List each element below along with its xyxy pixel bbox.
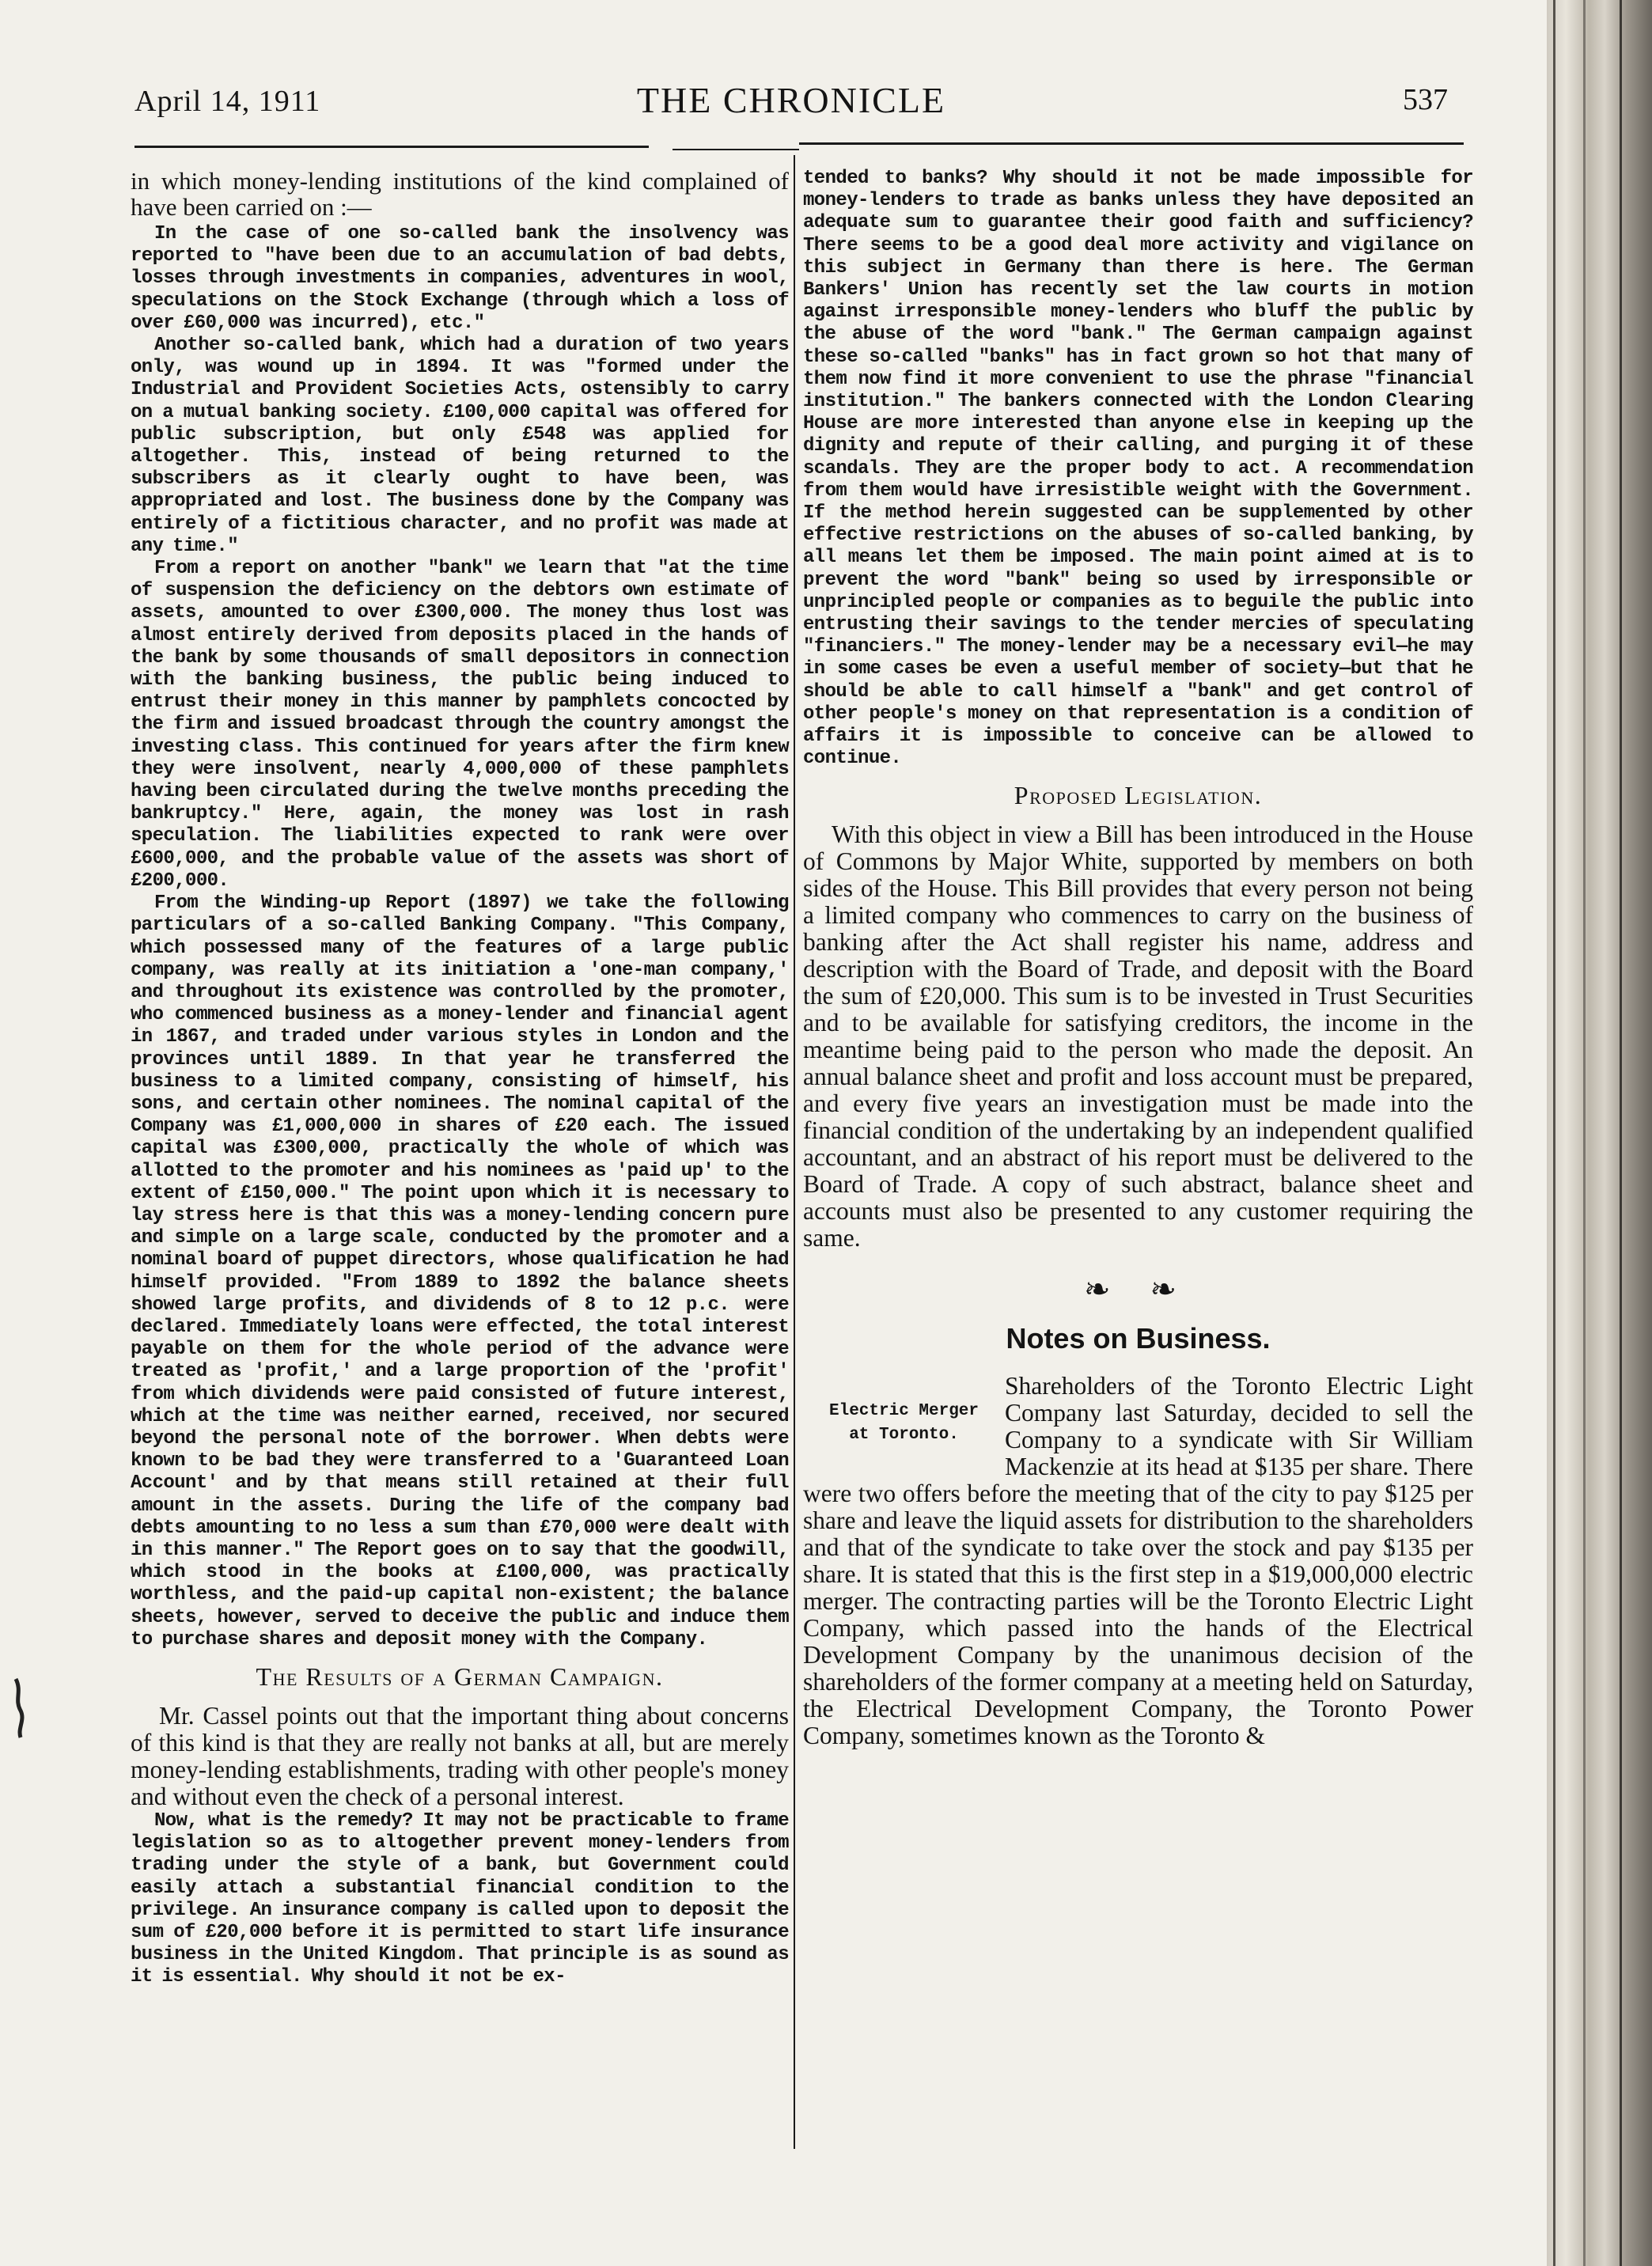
legislation-heading: Proposed Legislation. — [1014, 781, 1263, 810]
body-paragraph: From a report on another "bank" we learn that "at the time of suspension the deficiency on the debtors own estimate of assets, amounted to over £300,000. The money thus lost was almost entirely derived from deposits placed in the hands of the bank by some thousands of small depositors in connection with the banking business, the public being induced to entrust their money in this manner by pamphlets concocted by the firm and issued broadcast through the country amongst the investing class. This continued for years after the firm knew they were insolvent, nearly 4,000,000 of these pamphlets having been circulated during the twelve months preceding the bankruptcy." Here, again, the money was lost in rash speculation. The liabilities expected to rank were over £600,000, and the probable value of the assets was short of £200,000. — [131, 558, 789, 892]
continued-paragraph: tended to banks? Why should it not be made impossible for money-lenders to trade as banks unless they have deposited an adequate sum to guarantee their good faith and sufficiency? There seems to be a good deal more activity and vigilance on this subject in Germany than there is here. The German Bankers' Union has recently set the law courts in motion against irresponsible money-lenders who bluff the public by the abuse of the word "bank." The German campaign against these so-called "banks" has in fact grown so hot that many of them now find it more convenient to use the phrase "financial institution." The bankers connected with the London Clearing House are more interested than anyone else in keeping up the dignity and repute of their calling, and purging it of these scandals. They are the proper body to act. A recommendation from them would have irresistible weight with the Government. If the method herein suggested can be supplemented by other effective restrictions on the abuses of so-called banking, by all means let them be imposed. The main point aimed at is to prevent the word "bank" being so used by irresponsible or unprincipled people or companies as to beguile the public into entrusting their savings to the tender mercies of speculating "financiers." The money-lender may be a necessary evil—he may in some cases be even a useful member of society—but that he should be able to call himself a "bank" and get control of other people's money on that representation is a condition of affairs it is impossible to conceive can be allowed to continue. — [803, 168, 1473, 770]
intro-paragraph: in which money-lending institutions of the kind complained of have been carried on :— — [131, 167, 789, 221]
header-rule-under — [673, 149, 799, 150]
column-divider — [794, 155, 795, 2149]
section-ornament: ❧ ❧ — [1083, 1271, 1193, 1308]
page-header — [135, 79, 1448, 127]
header-rule-left — [135, 146, 649, 148]
body-paragraph: Now, what is the remedy? It may not be practicable to frame legislation so as to altogether prevent money-lenders from trading under the style of a bank, but Government could easily attach a substantial financial condition to the privilege. An insurance company is called upon to deposit the sum of £20,000 before it is permitted to start life insurance business in the United Kingdom. That principle is as sound as it is essential. Why should it not be ex- — [131, 1810, 789, 1988]
sidenote-label — [803, 1373, 1005, 1480]
body-paragraph: Another so-called bank, which had a duration of two years only, was wound up in 1894. It was "formed under the Industrial and Provident Societies Acts, ostensibly to carry on a mutual banking society. £100,000 capital was offered for public subscription, but only £548 was applied for altogether. This, instead of being returned to the subscribers as it clearly ought to have been, was appropriated and lost. The business done by the Company was entirely of a fictitious character, and no profit was made at any time." — [131, 335, 789, 557]
sidenote-line: at Toronto. — [849, 1426, 959, 1445]
notes-paragraph: Shareholders of the Toronto Electric Light Company last Saturday, decided to sell the Company to a syndicate with Sir William Mackenzie at its head at $135 per share. There were two offers before the meeting that of the city to pay $125 per share and leave the liquid assets for distribution to the shareholders and that of the syndicate to take over the stock and pay $135 per share. It is stated that this is the first step in a $19,000,000 electric merger. The contracting parties will be the Toronto Electric Light Company, which passed into the hands of the Electrical Development Company by the unanimous decision of the shareholders of the former company at a meeting held on Saturday, the Electrical Development Company, the Toronto Power Company, sometimes known as the Toronto & — [803, 1372, 1473, 1750]
body-paragraph: In the case of one so-called bank the insolvency was reported to "have been due to an accumulation of bad debts, losses through investments in companies, adventures in wool, speculations on the Stock Exchange (through which a loss of over £60,000 was incurred), etc." — [131, 223, 789, 334]
notes-item — [803, 1373, 1473, 1749]
section-lead-paragraph: Mr. Cassel points out that the important thing about concerns of this kind is that they are really not banks at all, but are merely money-lending establishments, trading with other people's money and without even the check of a personal interest. — [131, 1702, 789, 1810]
notes-heading: Notes on Business. — [1006, 1322, 1271, 1355]
publication-title: THE CHRONICLE — [636, 80, 946, 120]
edge-line — [1583, 0, 1586, 2266]
header-rule-right — [799, 142, 1464, 145]
body-paragraph: From the Winding-up Report (1897) we take the following particulars of a so-called Banking Company. "This Company, which possessed many of the features of a large public company, was really at its initiation a 'one-man company,' and throughout its existence was controlled by the promoter, who commenced business as a money-lender and financial agent in 1867, and traded under various styles in London and the provinces until 1889. In that year he transferred the business to a limited company, consisting of himself, his sons, and certain other nominees. The nominal capital of the Company was £1,000,000 in shares of £20 each. The issued capital was £300,000, practically the whole of which was allotted to the promoter and his nominees as 'paid up' to the extent of £150,000." The point upon which it is necessary to lay stress here is that this was a money-lending concern pure and simple on a large scale, conducted by the promoter and a nominal board of puppet directors, whose qualification he had himself provided. "From 1889 to 1892 the balance sheets showed large profits, and dividends of 8 to 12 p.c. were declared. Immediately loans were effected, the total interest payable on them for the whole period of the advance were treated as 'profit,' and a large proportion of the 'profit' from which dividends were paid consisted of future interest, which at the time was neither earned, received, nor secured beyond the personal note of the borrower. When debts were known to be bad they were transferred to a 'Guaranteed Loan Account' and by that means still retained at their full amount in the assets. During the life of the company bad debts amounting to no less a sum than £70,000 were dealt with in this manner." The Report goes on to say that the goodwill, which stood in the books at £100,000, was practically worthless, and the paid-up capital non-existent; the balance sheets, however, served to deceive the public and induce them to purchase shares and deposit money with the Company. — [131, 892, 789, 1650]
legislation-paragraph: With this object in view a Bill has been introduced in the House of Commons by Major White, supported by members on both sides of the House. This Bill provides that every person not being a limited company who commences to carry on the business of banking after the Act shall register his name, address and description with the Board of Trade, and deposit with the Board the sum of £20,000. This sum is to be invested in Trust Securities and to be available for satisfying creditors, the income in the meantime being paid to the person who made the deposit. An annual balance sheet and profit and loss account must be prepared, and every five years an investigation must be made into the financial condition of the undertaking by an independent qualified accountant, and an abstract of his report must be delivered to the Board of Trade. A copy of such abstract, balance sheet and accounts must also be presented to any customer requiring the same. — [803, 820, 1473, 1252]
section-heading: The Results of a German Campaign. — [256, 1662, 664, 1691]
page-number: 537 — [1403, 83, 1448, 116]
issue-date: April 14, 1911 — [135, 85, 321, 118]
book-edge — [1547, 0, 1652, 2266]
edge-line — [1620, 0, 1622, 2266]
edge-line — [1553, 0, 1555, 2266]
left-column — [131, 168, 789, 1989]
binding-mark-icon — [11, 1676, 28, 1739]
sidenote-line: Electric Merger — [828, 1402, 979, 1421]
right-column — [803, 168, 1473, 1749]
